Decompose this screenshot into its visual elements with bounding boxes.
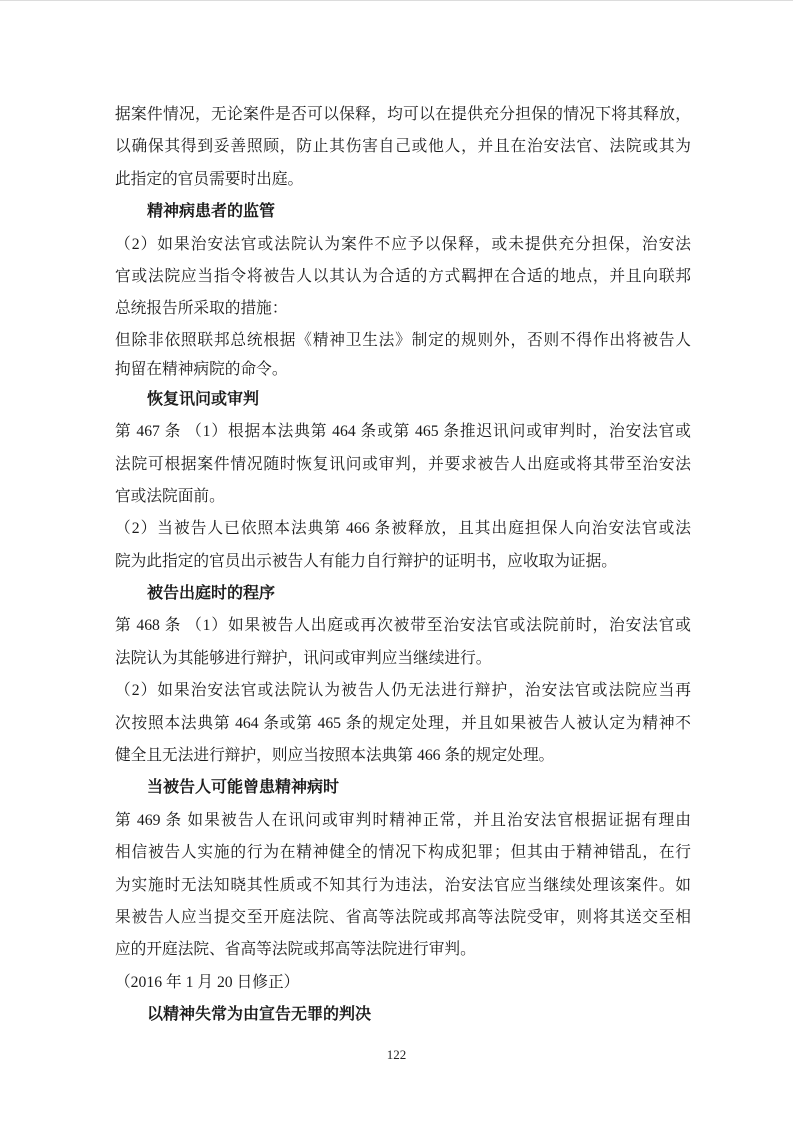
text-line: 果被告人应当提交至开庭法院、省高等法院或邦高等法院受审，则将其送交至相 (115, 908, 691, 926)
text-line: 此指定的官员需要时出庭。 (115, 170, 304, 188)
text-line: （2）当被告人已依照本法典第 466 条被释放，且其出庭担保人向治安法官或法 (115, 520, 691, 538)
text-line: 次按照本法典第 464 条或第 465 条的规定处理，并且如果被告人被认定为精神不 (115, 714, 691, 732)
text-line: 以确保其得到妥善照顾，防止其伤害自己或他人，并且在治安法官、法院或其为 (115, 138, 691, 156)
text-line: 第 467 条 （1）根据本法典第 464 条或第 465 条推迟讯问或审判时，治安法官或 (115, 423, 691, 441)
text-line: 相信被告人实施的行为在精神健全的情况下构成犯罪；但其由于精神错乱，在行 (115, 844, 691, 862)
text-line: 法院认为其能够进行辩护，讯问或审判应当继续进行。 (115, 649, 492, 667)
text-line: 总统报告所采取的措施： (115, 300, 288, 318)
page-number: 122 (386, 1047, 407, 1062)
text-line: 健全且无法进行辩护，则应当按照本法典第 466 条的规定处理。 (115, 747, 555, 765)
section-heading: 恢复讯问或审判 (147, 390, 260, 408)
section-heading: 当被告人可能曾患精神病时 (147, 779, 340, 797)
text-line: 第 468 条 （1）如果被告人出庭或再次被带至治安法官或法院前时，治安法官或 (115, 617, 691, 635)
text-line: 院为此指定的官员出示被告人有能力自行辩护的证明书，应收取为证据。 (115, 552, 617, 570)
text-line: 应的开庭法院、省高等法院或邦高等法院进行审判。 (115, 941, 476, 959)
section-heading: 精神病患者的监管 (147, 203, 276, 221)
section-heading: 被告出庭时的程序 (147, 585, 276, 603)
text-line: 法院可根据案件情况随时恢复讯问或审判，并要求被告人出庭或将其带至治安法 (115, 455, 691, 473)
text-line: （2016 年 1 月 20 日修正） (115, 973, 300, 991)
text-line: 拘留在精神病院的命令。 (115, 360, 288, 378)
text-line: 第 469 条 如果被告人在讯问或审判时精神正常，并且治安法官根据证据有理由 (115, 811, 691, 829)
text-line: 官或法院面前。 (115, 487, 225, 505)
document-body (115, 99, 691, 1032)
text-line: （2）如果治安法官或法院认为案件不应予以保释，或未提供充分担保，治安法 (115, 235, 691, 253)
text-line: 官或法院应当指令将被告人以其认为合适的方式羁押在合适的地点，并且向联邦 (115, 267, 691, 285)
section-heading: 以精神失常为由宣告无罪的判决 (147, 1006, 372, 1024)
text-line: 据案件情况，无论案件是否可以保释，均可以在提供充分担保的情况下将其释放， (115, 106, 691, 123)
text-line: 为实施时无法知晓其性质或不知其行为违法，治安法官应当继续处理该案件。如 (115, 876, 691, 894)
text-line: （2）如果治安法官或法院认为被告人仍无法进行辩护，治安法官或法院应当再 (115, 682, 691, 700)
text-line: 但除非依照联邦总统根据《精神卫生法》制定的规则外，否则不得作出将被告人 (115, 331, 691, 349)
